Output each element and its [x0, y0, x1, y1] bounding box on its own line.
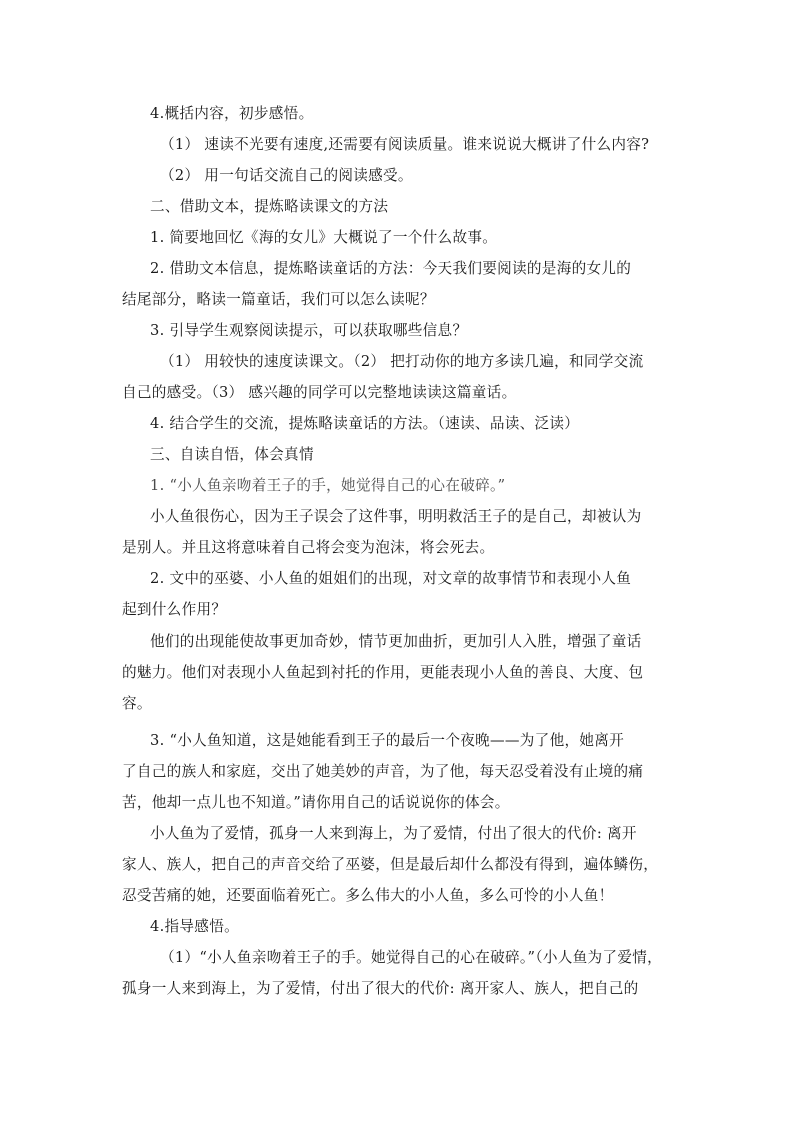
text-line-6: 2. 借助文本信息，提炼略读童话的方法：今天我们要阅读的是海的女儿的: [150, 260, 632, 277]
text-line-22: 了自己的族人和家庭，交出了她美妙的声音，为了他，每天忍受着没有止境的痛: [122, 763, 644, 780]
text-line-21: 3. “小人鱼知道，这是她能看到王子的最后一个夜晚——为了他，她离开: [150, 732, 625, 749]
text-line-13: 1. “小人鱼亲吻着王子的手，她觉得自己的心在破碎。”: [150, 477, 506, 494]
text-line-15: 是别人。并且这将意味着自己将会变为泡沫，将会死去。: [122, 539, 495, 556]
text-line-14: 小人鱼很伤心，因为王子误会了这件事，明明救活王子的是自己，却被认为: [150, 508, 642, 525]
text-line-10: 自己的感受。（3） 感兴趣的同学可以完整地读读这篇童话。: [122, 384, 517, 401]
text-line-2: （1） 速读不光要有速度,还需要有阅读质量。谁来说说大概讲了什么内容?: [160, 136, 650, 153]
text-line-11: 4. 结合学生的交流，提炼略读童话的方法。（速读、品读、泛读）: [150, 415, 580, 432]
section-heading-2: 二、借助文本，提炼略读课文的方法: [150, 198, 389, 215]
text-line-23: 苦，他却一点儿也不知道。”请你用自己的话说说你的体会。: [122, 794, 510, 811]
text-line-20: 容。: [122, 695, 152, 712]
text-line-3: （2） 用一句话交流自己的阅读感受。: [160, 167, 413, 184]
text-line-26: 忍受苦痛的她，还要面临着死亡。多么伟大的小人鱼，多么可怜的小人鱼！: [122, 887, 614, 904]
text-line-9: （1） 用较快的速度读课文。（2） 把打动你的地方多读几遍，和同学交流: [160, 353, 644, 370]
text-line-18: 他们的出现能使故事更加奇妙，情节更加曲折，更加引人入胜，增强了童话: [150, 633, 642, 650]
text-line-8: 3. 引导学生观察阅读提示，可以获取哪些信息？: [150, 322, 468, 339]
text-line-17: 起到什么作用？: [122, 601, 227, 618]
text-line-19: 的魅力。他们对表现小人鱼起到衬托的作用，更能表现小人鱼的善良、大度、包: [122, 664, 644, 681]
text-line-29: 孤身一人来到海上，为了爱情，付出了很大的代价: 离开家人、族人，把自己的: [122, 980, 639, 997]
text-line-24: 小人鱼为了爱情，孤身一人来到海上，为了爱情，付出了很大的代价: 离开: [150, 825, 637, 842]
text-line-27: 4.指导感悟。: [150, 918, 239, 935]
text-line-1: 4.概括内容，初步感悟。: [150, 105, 314, 122]
text-line-7: 结尾部分，略读一篇童话，我们可以怎么读呢？: [122, 291, 435, 308]
text-line-25: 家人、族人，把自己的声音交给了巫婆，但是最后却什么都没有得到，遍体鳞伤，: [122, 856, 659, 873]
text-line-5: 1. 简要地回忆《海的女儿》大概说了一个什么故事。: [150, 229, 498, 246]
section-heading-3: 三、自读自悟，体会真情: [150, 446, 314, 463]
text-line-28: （1）“小人鱼亲吻着王子的手。她觉得自己的心在破碎。”（小人鱼为了爱情，: [160, 949, 663, 966]
text-line-16: 2. 文中的巫婆、小人鱼的姐姐们的出现，对文章的故事情节和表现小人鱼: [150, 570, 632, 587]
